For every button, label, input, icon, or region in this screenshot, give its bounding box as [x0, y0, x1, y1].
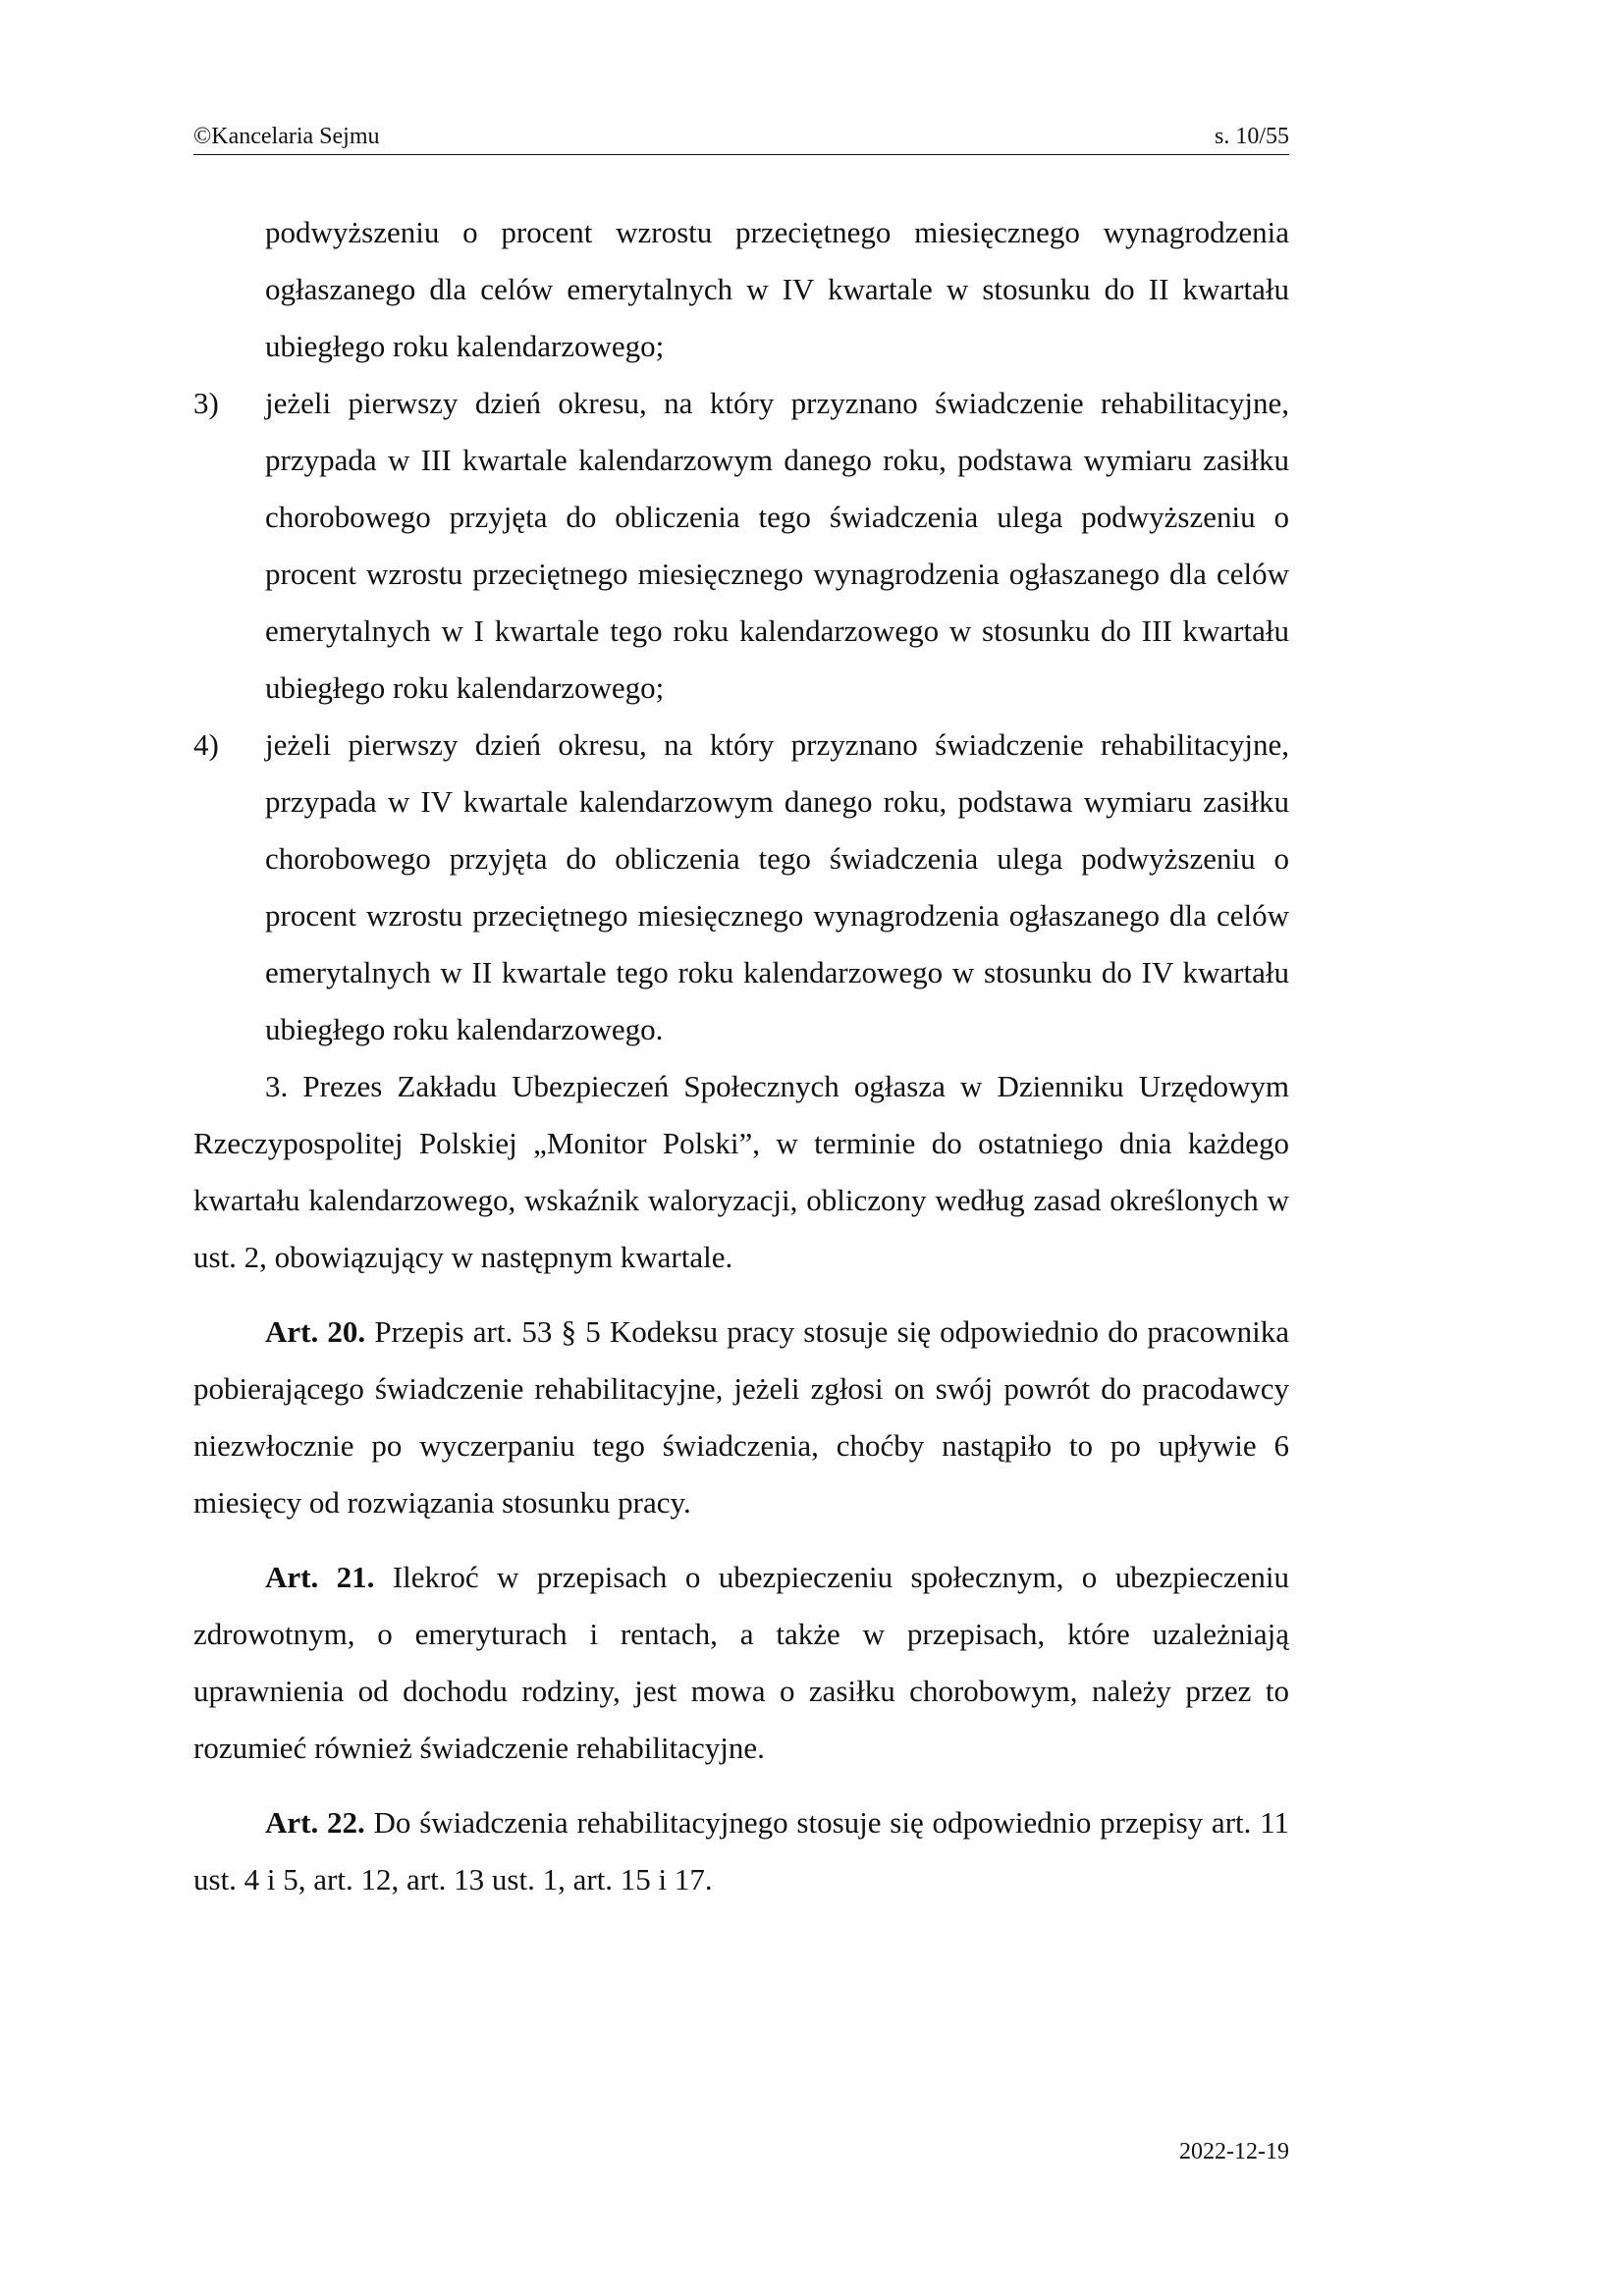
article-label: Art. 22.	[265, 1805, 365, 1840]
list-item-number: 3)	[193, 386, 219, 420]
list-item-text: jeżeli pierwszy dzień okresu, na który przyznano świadczenie rehabilitacyjne, przypada w III kwartale kalendarzowym danego roku, podstawa wymiaru zasiłku chorobowego przyjęta do obliczenia tego świadczenia ulega podwyższeniu o procent wzrostu przeciętnego miesięcznego wynagrodzenia ogłaszanego dla celów emerytalnych w I kwartale tego roku kalendarzowego w stosunku do III kwartału ubiegłego roku kalendarzowego;	[265, 386, 1289, 705]
header-publisher: ©Kancelaria Sejmu	[193, 124, 380, 149]
article-21	[193, 1549, 1289, 1777]
list-item-number: 4)	[193, 727, 219, 762]
article-text: Przepis art. 53 § 5 Kodeksu pracy stosuje się odpowiednio do pracownika pobierającego świadczenie rehabilitacyjne, jeżeli zgłosi on swój powrót do pracodawcy niezwłocznie po wyczerpaniu tego świadczenia, choćby nastąpiło to po upływie 6 miesięcy od rozwiązania stosunku pracy.	[193, 1314, 1289, 1520]
paragraph-ust-3: 3. Prezes Zakładu Ubezpieczeń Społecznych ogłasza w Dzienniku Urzędowym Rzeczypospolitej Polskiej „Monitor Polski”, w terminie do ostatniego dnia każdego kwartału kalendarzowego, wskaźnik waloryzacji, obliczony według zasad określonych w ust. 2, obowiązujący w następnym kwartale.	[193, 1069, 1289, 1274]
article-22	[193, 1794, 1289, 1908]
document-body	[193, 204, 1289, 1908]
list-item-3	[193, 375, 1289, 717]
article-label: Art. 20.	[265, 1314, 366, 1349]
page-footer-date: 2022-12-19	[1179, 2139, 1289, 2164]
article-text: Ilekroć w przepisach o ubezpieczeniu społecznym, o ubezpieczeniu zdrowotnym, o emeryturach i rentach, a także w przepisach, które uzależniają uprawnienia od dochodu rodziny, jest mowa o zasiłku chorobowym, należy przez to rozumieć również świadczenie rehabilitacyjne.	[193, 1560, 1289, 1765]
continuation-paragraph: podwyższeniu o procent wzrostu przeciętnego miesięcznego wynagrodzenia ogłaszanego dla celów emerytalnych w IV kwartale w stosunku do II kwartału ubiegłego roku kalendarzowego;	[265, 215, 1289, 363]
article-label: Art. 21.	[265, 1560, 375, 1594]
list-item-4	[193, 717, 1289, 1058]
article-20	[193, 1304, 1289, 1531]
header-page-number: s. 10/55	[1214, 124, 1289, 149]
page-header	[193, 123, 1289, 155]
list-item-text: jeżeli pierwszy dzień okresu, na który przyznano świadczenie rehabilitacyjne, przypada w IV kwartale kalendarzowym danego roku, podstawa wymiaru zasiłku chorobowego przyjęta do obliczenia tego świadczenia ulega podwyższeniu o procent wzrostu przeciętnego miesięcznego wynagrodzenia ogłaszanego dla celów emerytalnych w II kwartale tego roku kalendarzowego w stosunku do IV kwartału ubiegłego roku kalendarzowego.	[265, 727, 1289, 1046]
article-text: Do świadczenia rehabilitacyjnego stosuje się odpowiednio przepisy art. 11 ust. 4 i 5, art. 12, art. 13 ust. 1, art. 15 i 17.	[193, 1805, 1289, 1896]
